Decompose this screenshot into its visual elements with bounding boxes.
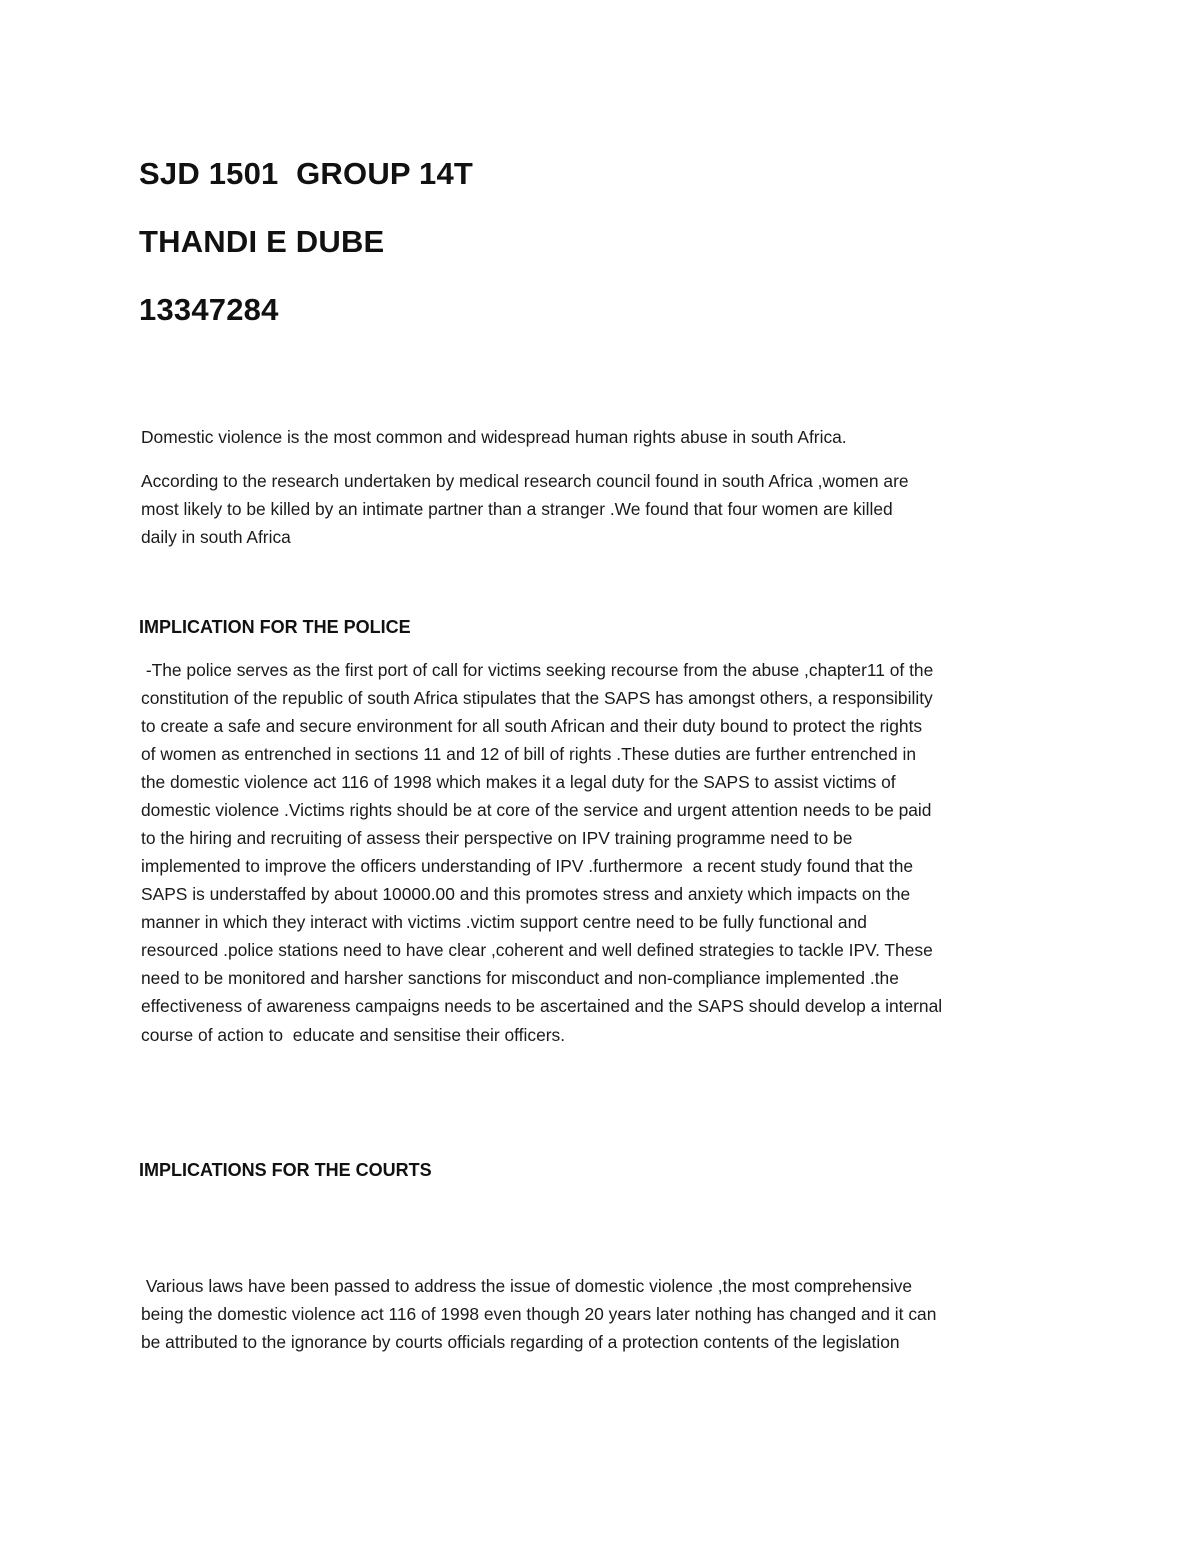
police-section-title: IMPLICATION FOR THE POLICE	[139, 617, 411, 637]
police-paragraph-line: effectiveness of awareness campaigns needs to be ascertained and the SAPS should develop a internal	[141, 996, 943, 1016]
police-paragraph-line: of women as entrenched in sections 11 and 12 of bill of rights .These duties are further entrenched in	[141, 744, 916, 764]
police-paragraph-line: to the hiring and recruiting of assess their perspective on IPV training programme need to be	[141, 828, 853, 848]
courts-paragraph-line: being the domestic violence act 116 of 1998 even though 20 years later nothing has changed and it can	[141, 1304, 937, 1324]
police-paragraph-line: resourced .police stations need to have clear ,coherent and well defined strategies to tackle IPV. These	[141, 940, 933, 960]
police-paragraph-line: to create a safe and secure environment for all south African and their duty bound to protect the rights	[141, 716, 923, 736]
course-group-heading: SJD 1501 GROUP 14T	[139, 156, 474, 191]
student-number-heading: 13347284	[139, 292, 279, 327]
police-paragraph-line: SAPS is understaffed by about 10000.00 and this promotes stress and anxiety which impacts on the	[141, 884, 911, 904]
courts-paragraph-line: Various laws have been passed to address the issue of domestic violence ,the most comprehensive	[141, 1276, 913, 1296]
police-paragraph-line: constitution of the republic of south Africa stipulates that the SAPS has amongst others, a responsibility	[141, 688, 933, 708]
courts-paragraph-line: be attributed to the ignorance by courts officials regarding of a protection contents of the legislation	[141, 1332, 900, 1352]
intro-paragraph-line: most likely to be killed by an intimate partner than a stranger .We found that four women are killed	[141, 499, 893, 519]
student-name-heading: THANDI E DUBE	[139, 224, 385, 259]
police-paragraph-line: the domestic violence act 116 of 1998 which makes it a legal duty for the SAPS to assist victims of	[141, 772, 896, 792]
police-paragraph-line: -The police serves as the first port of call for victims seeking recourse from the abuse ,chapter11 of the	[141, 660, 934, 680]
police-paragraph-line: domestic violence .Victims rights should be at core of the service and urgent attention needs to be paid	[141, 800, 932, 820]
police-paragraph-line: need to be monitored and harsher sanctions for misconduct and non-compliance implemented .the	[141, 968, 899, 988]
police-paragraph-line: course of action to educate and sensitise their officers.	[141, 1025, 566, 1045]
courts-section-title: IMPLICATIONS FOR THE COURTS	[139, 1160, 432, 1180]
intro-paragraph-line: According to the research undertaken by medical research council found in south Africa ,women are	[141, 471, 909, 491]
police-paragraph-line: manner in which they interact with victims .victim support centre need to be fully functional and	[141, 912, 867, 932]
police-paragraph-line: implemented to improve the officers understanding of IPV .furthermore a recent study found that the	[141, 856, 914, 876]
intro-line: Domestic violence is the most common and widespread human rights abuse in south Africa.	[141, 427, 847, 447]
intro-paragraph-line: daily in south Africa	[141, 527, 291, 547]
